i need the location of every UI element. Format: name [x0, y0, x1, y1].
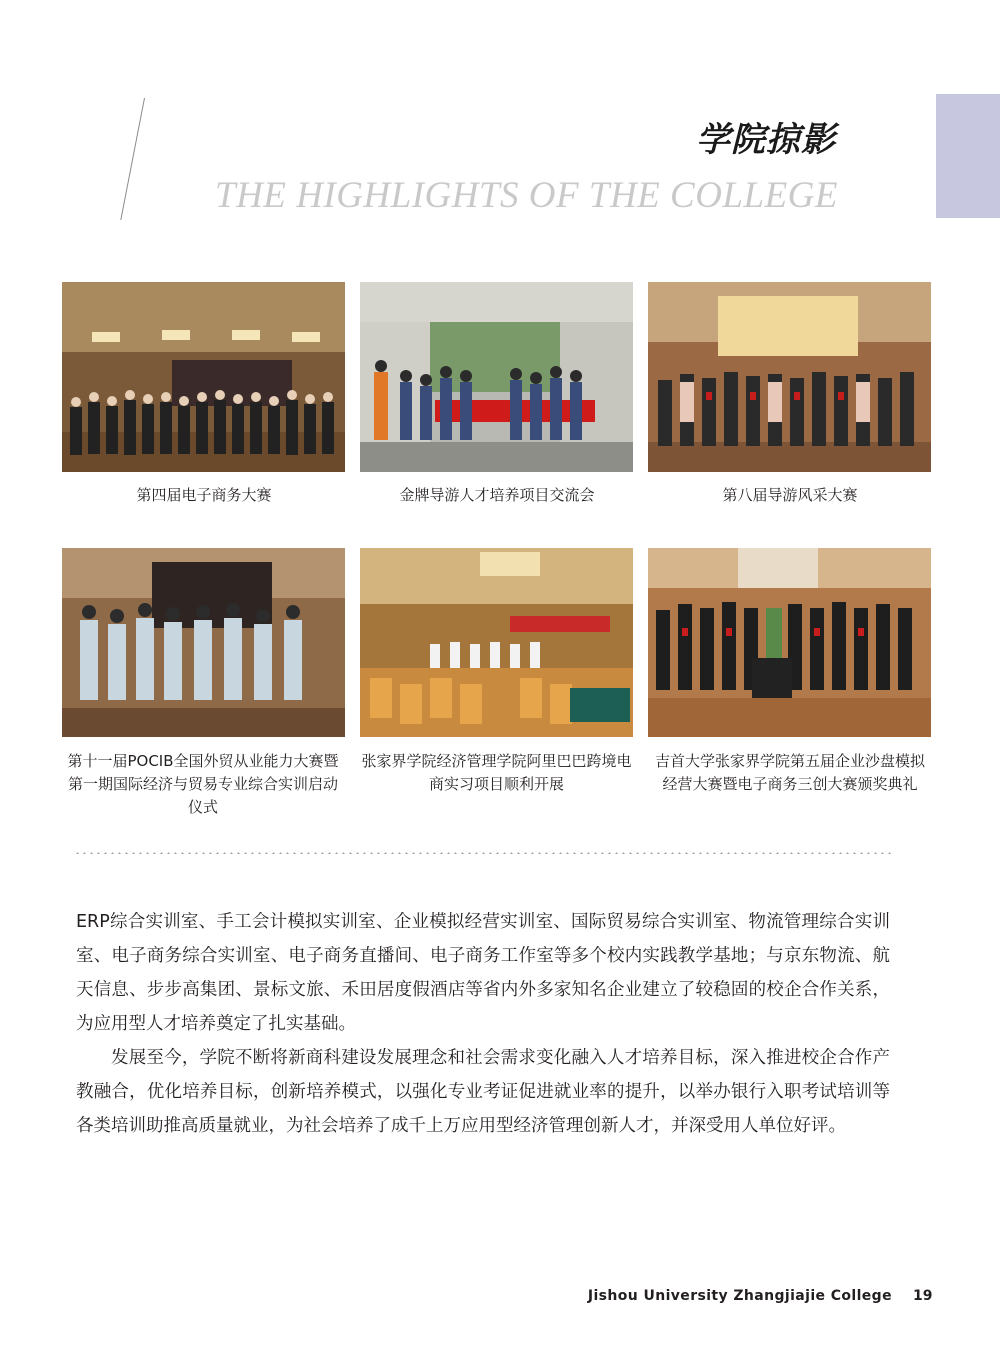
body-text [76, 905, 890, 1143]
photo-tour-guide-contest [648, 282, 931, 472]
dotted-divider [74, 852, 894, 854]
decorative-slash-line [120, 98, 145, 220]
photo-caption: 金牌导游人才培养项目交流会 [399, 486, 595, 504]
photo-alibaba-internship [360, 548, 633, 737]
photo-caption: 吉首大学张家界学院第五届企业沙盘模拟经营大赛暨电子商务三创大赛颁奖典礼 [654, 752, 925, 793]
page-number: 19 [913, 1288, 933, 1304]
page-title-chinese: 学院掠影 [696, 120, 836, 160]
photo-caption: 第八届导游风采大赛 [722, 486, 858, 504]
photo-caption: 张家界学院经济管理学院阿里巴巴跨境电商实习项目顺利开展 [361, 752, 632, 793]
body-paragraph-2: 发展至今，学院不断将新商科建设发展理念和社会需求变化融入人才培养目标，深入推进校企合作产教融合，优化培养目标，创新培养模式，以强化专业考证促进就业率的提升，以举办银行入职考试培训等各类培训助推高质量就业，为社会培养了成千上万应用型经济管理创新人才，并深受用人单位好评。 [76, 1048, 890, 1136]
photo-pocib-launch [62, 548, 345, 737]
photo-caption: 第十一届POCIB全国外贸从业能力大赛暨第一期国际经济与贸易专业综合实训启动仪式 [67, 752, 339, 816]
photo-tour-guide-exchange [360, 282, 633, 472]
photo-caption: 第四届电子商务大赛 [136, 486, 272, 504]
footer-school-name: Jishou University Zhangjiajie College [587, 1288, 892, 1304]
body-paragraph-1: ERP综合实训室、手工会计模拟实训室、企业模拟经营实训室、国际贸易综合实训室、物流管理综合实训室、电子商务综合实训室、电子商务直播间、电子商务工作室等多个校内实践教学基地；与京东物流、航天信息、步步高集团、景标文旅、禾田居度假酒店等省内外多家知名企业建立了较稳固的校企合作关系，为应用型人才培养奠定了扎实基础。 [76, 912, 890, 1034]
photo-award-ceremony [648, 548, 931, 737]
photo-ecommerce-contest [62, 282, 345, 472]
section-color-tab [936, 94, 1000, 218]
page-title-english: THE HIGHLIGHTS OF THE COLLEGE [215, 175, 838, 216]
